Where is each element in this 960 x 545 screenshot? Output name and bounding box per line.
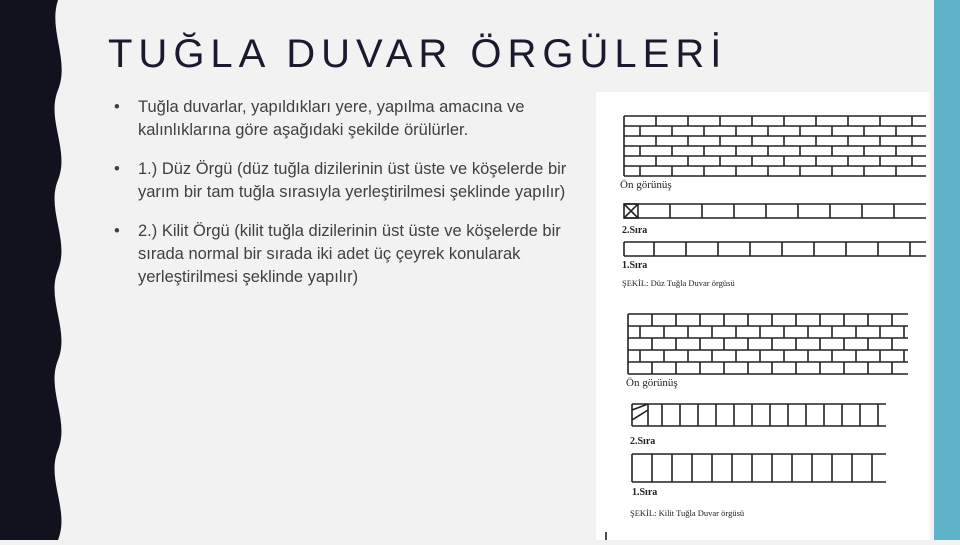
bottom-caption: ŞEKİL: Kilit Tuğla Duvar örgüsü bbox=[630, 508, 745, 518]
brick-wall-drawing bbox=[596, 92, 930, 540]
top-row1-plan bbox=[624, 242, 926, 256]
top-row1-label: 1.Sıra bbox=[622, 260, 648, 271]
bottom-row1-plan bbox=[632, 454, 886, 482]
bottom-front-view-wall bbox=[628, 314, 908, 374]
bullet-text: 1.) Düz Örgü (düz tuğla dizilerinin üst üste ve köşelerde bir yarım bir tam tuğla sırasıyla yerleştirilmesi şeklinde yapılır) bbox=[138, 160, 567, 201]
top-front-view-label: Ön görünüş bbox=[620, 179, 672, 191]
brick-wall-figure bbox=[596, 92, 930, 540]
top-row2-label: 2.Sıra bbox=[622, 225, 648, 236]
bullet-item bbox=[114, 220, 584, 289]
top-row2-plan bbox=[624, 204, 926, 218]
left-decorative-band bbox=[0, 0, 70, 540]
bottom-row2-plan bbox=[632, 404, 886, 426]
bullet-glyph: • bbox=[114, 98, 120, 116]
right-accent-band bbox=[934, 0, 960, 540]
bottom-row1-label: 1.Sıra bbox=[632, 487, 658, 498]
bottom-front-view-label: Ön görünüş bbox=[626, 377, 678, 389]
bullet-text: 2.) Kilit Örgü (kilit tuğla dizilerinin üst üste ve köşelerde bir sırada normal bir sırada iki adet üç çeyrek konularak yerleştirilmesi şeklinde yapılır) bbox=[138, 222, 561, 286]
bullet-glyph: • bbox=[114, 222, 120, 240]
bullet-glyph: • bbox=[114, 160, 120, 178]
bullet-text: Tuğla duvarlar, yapıldıkları yere, yapılma amacına ve kalınlıklarına göre aşağıdaki şekilde örülürler. bbox=[138, 98, 525, 139]
slide-title: TUĞLA DUVAR ÖRGÜLERİ bbox=[108, 32, 728, 76]
top-front-view-wall bbox=[624, 116, 926, 176]
bullet-item bbox=[114, 96, 584, 142]
bullet-list bbox=[114, 96, 584, 305]
bullet-item bbox=[114, 158, 584, 204]
top-caption: ŞEKİL: Düz Tuğla Duvar örgüsü bbox=[622, 278, 735, 288]
bottom-row2-label: 2.Sıra bbox=[630, 436, 656, 447]
